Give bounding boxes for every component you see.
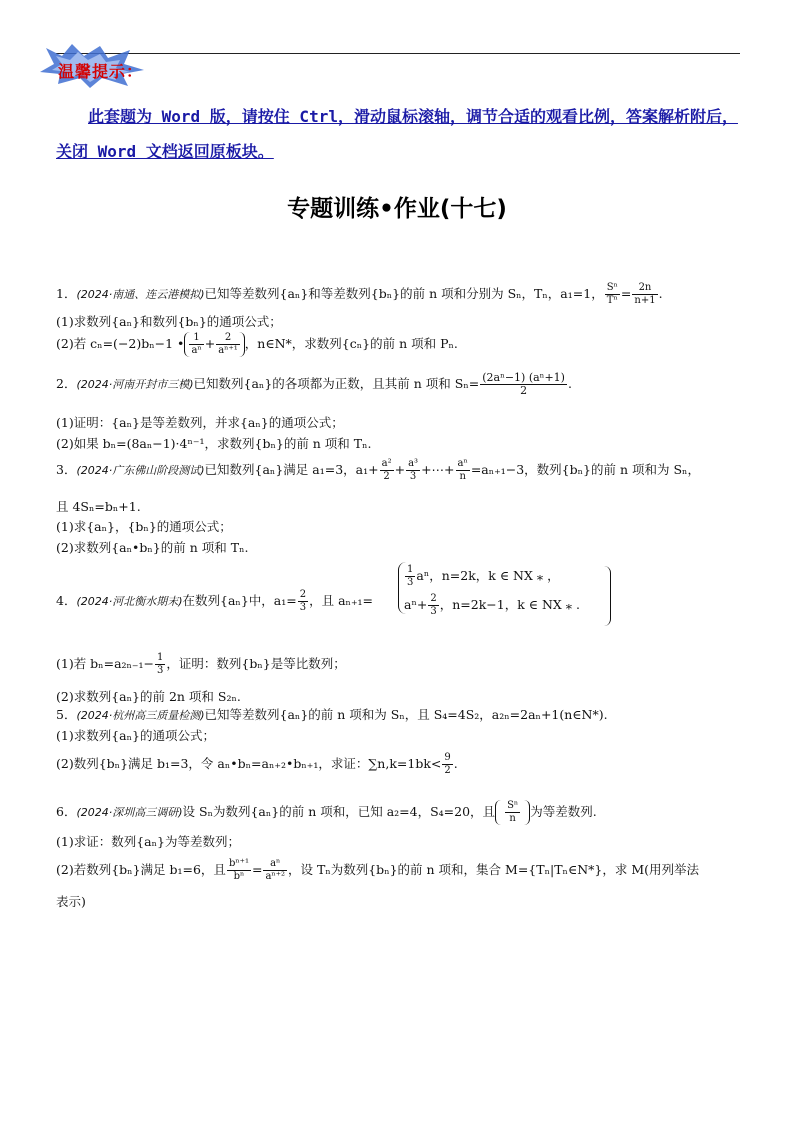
problem-5-q1: (1)求数列{aₙ}的通项公式； <box>56 728 215 743</box>
problem-1-q2: (2)若 cₙ=(−2)bₙ−1 • $\frac{1}{\text{aⁿ}}$ + $\frac{2}{\text{aⁿ⁺¹}}$ ，n∈N*，求数列{cₙ}的前 n 项和 Pₙ. <box>56 332 458 356</box>
problem-3-line2: 且 4Sₙ=bₙ+1. <box>56 499 141 514</box>
notice-text: 此套题为 Word 版，请按住 Ctrl，滑动鼠标滚轴，调节合适的观看比例，答案解析附后，关闭 Word 文档返回原板块。 <box>56 107 738 161</box>
problem-4-q1: (1)若 bₙ=a₂ₙ₋₁− $\frac{1}{3}$ ，证明：数列{bₙ}是等比数列； <box>56 652 346 676</box>
problem-2-stem: 2．(2024·河南开封市三模)已知数列{aₙ}的各项都为正数，且其前 n 项和 Sₙ= $\frac{\text{(2aⁿ−1) (aⁿ+1)}}{2}$ . <box>56 371 572 397</box>
ratio-fraction: $\frac{\text{Sⁿ}}{\text{Tⁿ}}$ <box>606 282 618 306</box>
problem-5-stem: 5．(2024·杭州高三质量检测)已知等差数列{aₙ}的前 n 项和为 Sₙ，且 S₄=4S₂，a₂ₙ=2aₙ+1(n∈N*). <box>56 707 608 722</box>
problem-1-q1: (1)求数列{aₙ}和数列{bₙ}的通项公式； <box>56 314 282 329</box>
problem-6-q2: (2)若数列{bₙ}满足 b₁=6，且 $\frac{\text{bⁿ⁺¹}}{\text{bⁿ}}$ = $\frac{\text{aⁿ}}{\text{aⁿ⁺²}}$ ，设 Tₙ为数列{bₙ}的前 n 项和，集合 M={Tₙ|Tₙ∈N*}，求 M(用列举法 <box>56 858 699 882</box>
problem-3-q2: (2)求数列{aₙ•bₙ}的前 n 项和 Tₙ. <box>56 540 249 555</box>
problem-3-stem: 3．(2024·广东佛山阶段测试)已知数列{aₙ}满足 a₁=3，a₁+ $\frac{\text{a²}}{2}$ + $\frac{\text{a³}}{3}$ +⋯+ $\frac{\text{aⁿ}}{n}$ =aₙ₊₁−3，数列{bₙ}的前 n 项和为 Sₙ， <box>56 458 700 482</box>
header-rule <box>56 53 740 54</box>
problem-4-stem: 4．(2024·河北衡水期末)在数列{aₙ}中，a₁= $\frac{2}{3}$ ，且 aₙ₊₁= <box>56 589 374 613</box>
case-1: $\frac{1}{3}$ aⁿ，n=2k，k ∈ NX ⁎ ， <box>407 564 560 588</box>
case-2: aⁿ+ $\frac{2}{3}$ ，n=2k−1，k ∈ NX ⁎ . <box>404 593 580 617</box>
piecewise-cases <box>404 564 580 618</box>
problem-6-stem: 6．(2024·深圳高三调研)设 Sₙ为数列{aₙ}的前 n 项和，已知 a₂=4，S₄=20，且 $\frac{\text{Sⁿ}}{n}$ 为等差数列. <box>56 800 597 824</box>
problem-1-stem: 1．(2024·南通、连云港模拟)已知等差数列{aₙ}和等差数列{bₙ}的前 n 项和分别为 Sₙ，Tₙ，a₁=1， $\frac{\text{Sⁿ}}{\text{Tⁿ}}$ = $\frac{2n}{n+1}$ . <box>56 282 663 306</box>
problem-3-q1: (1)求{aₙ}，{bₙ}的通项公式； <box>56 519 232 534</box>
problem-6-q2-cont: 表示) <box>56 894 86 909</box>
problem-6-q1: (1)求证：数列{aₙ}为等差数列； <box>56 834 240 849</box>
problem-2-q1: (1)证明：{aₙ}是等差数列，并求{aₙ}的通项公式； <box>56 415 344 430</box>
problem-2-q2: (2)如果 bₙ=(8aₙ−1)·4ⁿ⁻¹，求数列{bₙ}的前 n 项和 Tₙ. <box>56 436 372 451</box>
problem-4-q2: (2)求数列{aₙ}的前 2n 项和 S₂ₙ. <box>56 689 241 704</box>
problem-5-q2: (2)数列{bₙ}满足 b₁=3，令 aₙ•bₙ=aₙ₊₂•bₙ₊₁，求证：∑n,k=1bk< $\frac{9}{2}$ . <box>56 752 458 776</box>
tip-label: 温馨提示： <box>58 62 144 81</box>
piecewise-close <box>604 566 611 626</box>
page-title: 专题训练•作业(十七) <box>287 196 507 222</box>
